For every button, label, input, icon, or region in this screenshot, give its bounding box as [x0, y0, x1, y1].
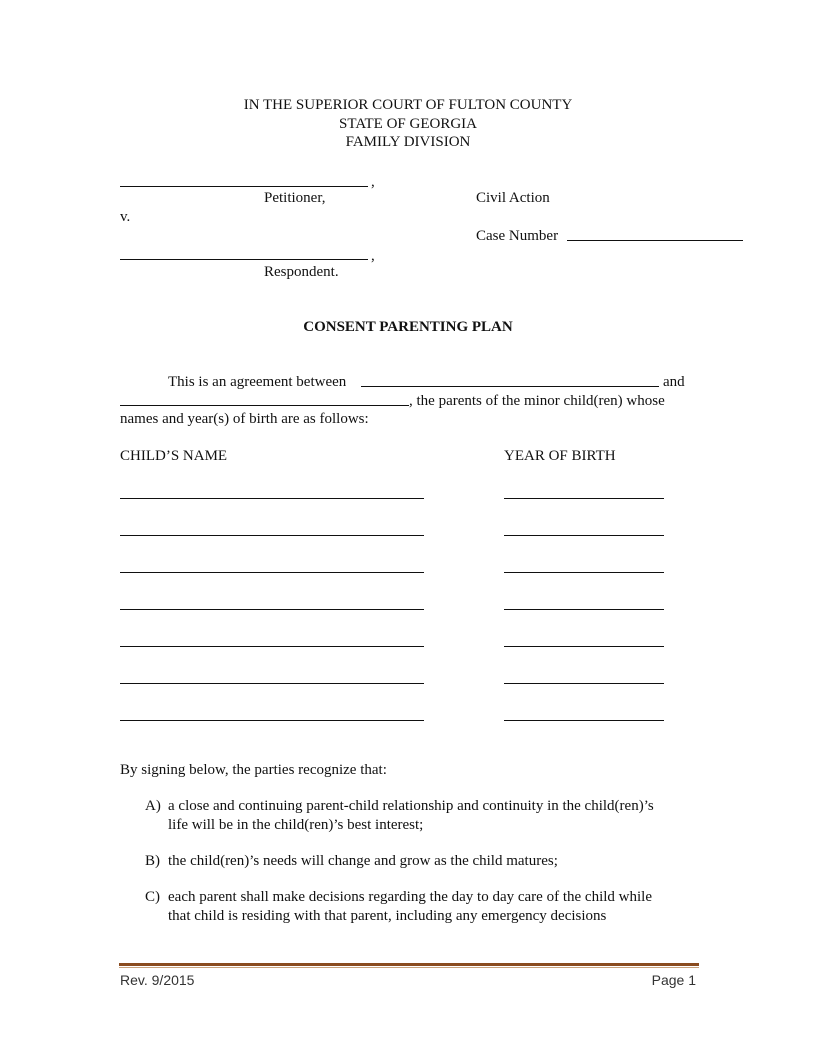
agreement-line2-suffix: , the parents of the minor child(ren) whose [409, 393, 665, 409]
case-number-label: Case Number [476, 228, 559, 244]
civil-action-label: Civil Action [476, 190, 550, 206]
state-name: STATE OF GEORGIA [339, 116, 477, 132]
document-title: CONSENT PARENTING PLAN [303, 319, 513, 335]
year-of-birth-field-7[interactable] [504, 720, 664, 721]
child-name-field-6[interactable] [120, 683, 424, 684]
versus-label: v. [120, 209, 131, 225]
parent2-name-field[interactable] [120, 405, 409, 406]
year-of-birth-field-4[interactable] [504, 609, 664, 610]
agreement-line3: names and year(s) of birth are as follows: [120, 411, 369, 427]
item-a-line2: life will be in the child(ren)’s best interest; [168, 817, 424, 833]
item-a-letter: A) [145, 798, 161, 814]
agreement-line1-suffix: and [663, 374, 685, 390]
footer-revision: Rev. 9/2015 [120, 972, 195, 988]
footer-rule [119, 963, 699, 966]
item-a-line1: a close and continuing parent-child relationship and continuity in the child(ren)’s [168, 798, 654, 814]
item-c-line2: that child is residing with that parent, including any emergency decisions [168, 908, 607, 924]
year-of-birth-field-2[interactable] [504, 535, 664, 536]
footer-rule-light [119, 967, 699, 968]
year-of-birth-field-5[interactable] [504, 646, 664, 647]
year-of-birth-field-3[interactable] [504, 572, 664, 573]
child-name-field-3[interactable] [120, 572, 424, 573]
agreement-line1-prefix: This is an agreement between [168, 374, 347, 390]
case-number-field[interactable] [567, 240, 743, 241]
child-name-field-5[interactable] [120, 646, 424, 647]
year-of-birth-field-6[interactable] [504, 683, 664, 684]
court-name: IN THE SUPERIOR COURT OF FULTON COUNTY [243, 97, 573, 113]
item-b-letter: B) [145, 853, 160, 869]
petitioner-name-field[interactable] [120, 186, 368, 187]
year-of-birth-field-1[interactable] [504, 498, 664, 499]
child-name-header: CHILD’S NAME [120, 448, 228, 464]
respondent-comma: , [371, 248, 375, 264]
child-name-field-4[interactable] [120, 609, 424, 610]
child-name-field-1[interactable] [120, 498, 424, 499]
footer-page-number: Page 1 [651, 972, 696, 988]
petitioner-label: Petitioner, [264, 190, 326, 206]
respondent-name-field[interactable] [120, 259, 368, 260]
year-of-birth-header: YEAR OF BIRTH [504, 448, 616, 464]
division-name: FAMILY DIVISION [345, 134, 471, 150]
item-c-line1: each parent shall make decisions regarding the day to day care of the child while [168, 889, 652, 905]
respondent-label: Respondent. [264, 264, 339, 280]
child-name-field-7[interactable] [120, 720, 424, 721]
child-name-field-2[interactable] [120, 535, 424, 536]
item-b-line1: the child(ren)’s needs will change and grow as the child matures; [168, 853, 558, 869]
parent1-name-field[interactable] [361, 386, 659, 387]
recognize-intro: By signing below, the parties recognize that: [120, 762, 387, 778]
petitioner-comma: , [371, 174, 375, 190]
item-c-letter: C) [145, 889, 160, 905]
